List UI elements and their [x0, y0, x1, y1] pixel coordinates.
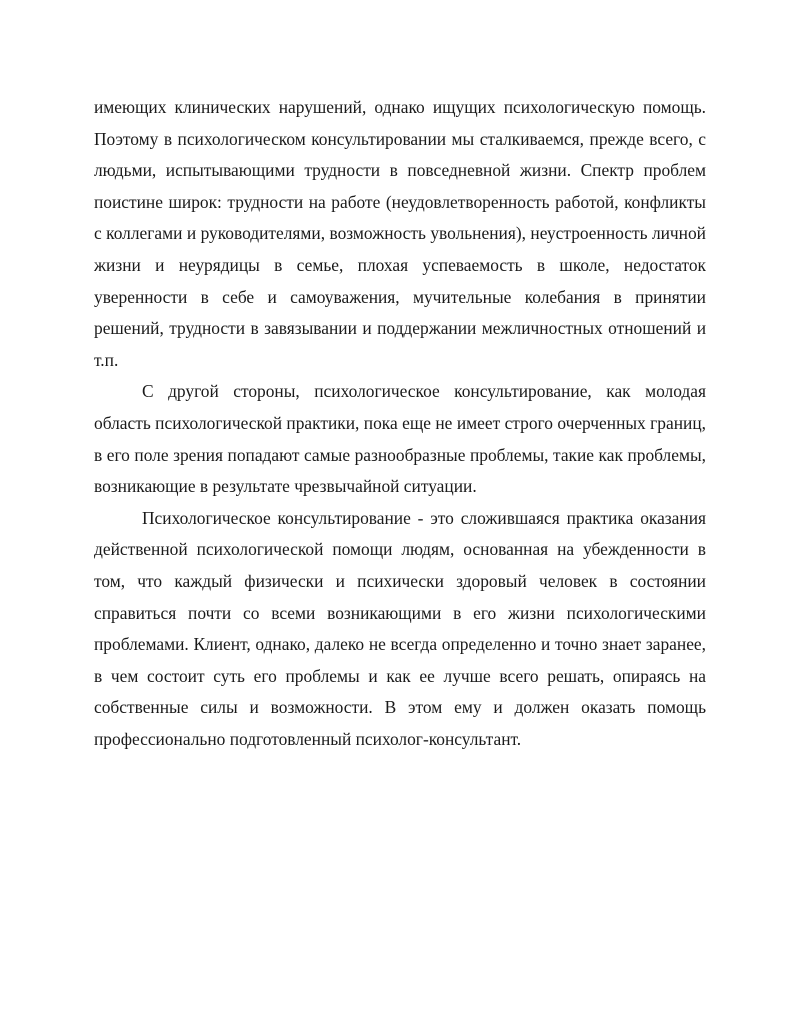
paragraph-1: имеющих клинических нарушений, однако ищущих психологическую помощь. Поэтому в психологическом консультировании мы сталкиваемся, прежде всего, с людьми, испытывающими трудности в повседневной жизни. Спектр проблем поистине широк: трудности на работе (неудовлетворенность работой, конфликты с коллегами и руководителями, возможность увольнения), неустроенность личной жизни и неурядицы в семье, плохая успеваемость в школе, недостаток уверенности в себе и самоуважения, мучительные колебания в принятии решений, трудности в завязывании и поддержании межличностных отношений и т.п.: [94, 97, 706, 370]
paragraph-2: С другой стороны, психологическое консультирование, как молодая область психологической практики, пока еще не имеет строго очерченных границ, в его поле зрения попадают самые разнообразные проблемы, такие как проблемы, возникающие в результате чрезвычайной ситуации.: [94, 381, 706, 497]
body-text: [94, 92, 706, 755]
paragraph-3: Психологическое консультирование - это сложившаяся практика оказания действенной психологической помощи людям, основанная на убежденности в том, что каждый физически и психически здоровый человек в состоянии справиться почти со всеми возникающими в его жизни психологическими проблемами. Клиент, однако, далеко не всегда определенно и точно знает заранее, в чем состоит суть его проблемы и как ее лучше всего решать, опираясь на собственные силы и возможности. В этом ему и должен оказать помощь профессионально подготовленный психолог-консультант.: [94, 507, 706, 749]
